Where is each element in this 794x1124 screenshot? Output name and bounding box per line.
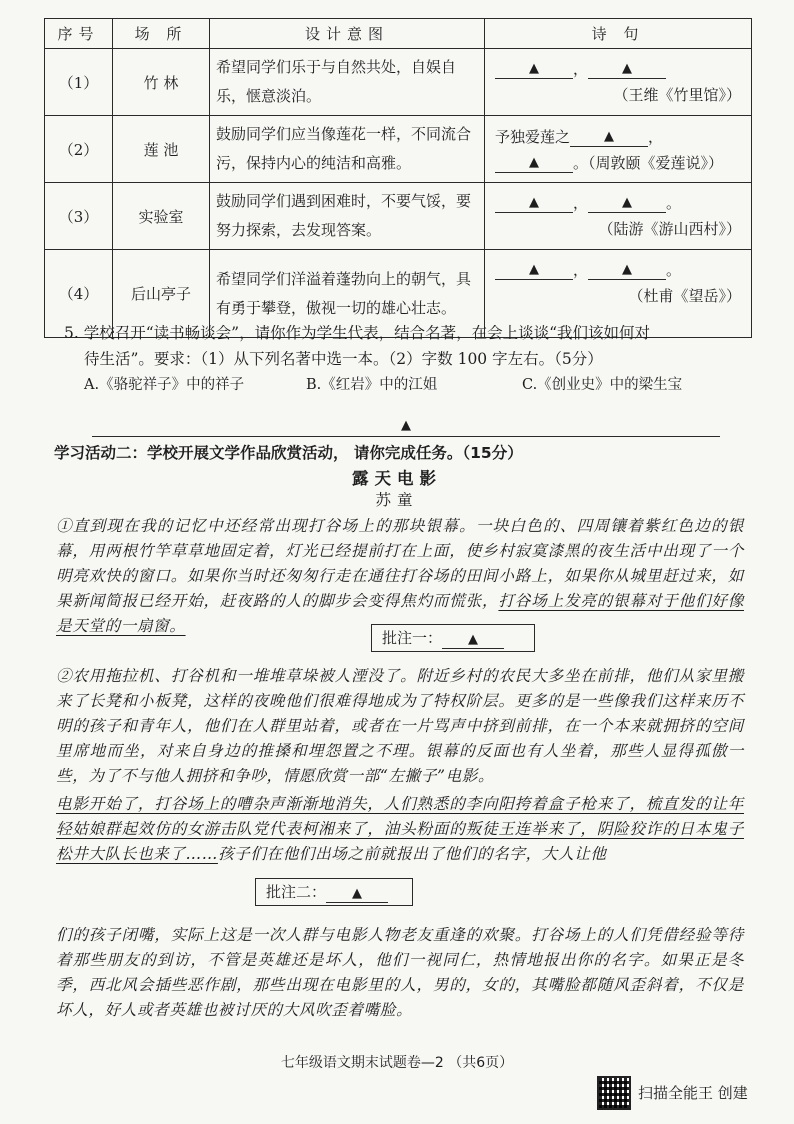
verse-line bbox=[495, 123, 741, 149]
paragraph-3-underlined: 电影开始了，打谷场上的嘈杂声渐渐地消失，人们熟悉的李向阳挎着盒子枪来了，梳直发的让年轻姑娘群起效仿的女游击队党代表柯湘来了，油头粉面的叛徒王连举来了，阴险狡诈的日本鬼子松井大队长也来了…… bbox=[56, 795, 744, 863]
verse-prefix: 予独爱莲之 bbox=[495, 127, 571, 146]
qr-code-icon bbox=[597, 1076, 631, 1110]
article-title: 露天电影 bbox=[352, 469, 442, 488]
page-footer: 七年级语文期末试题卷—2 （共6页） bbox=[280, 1055, 514, 1071]
option-a: A.《骆驼祥子》中的祥子 bbox=[84, 377, 245, 393]
header-num: 序号 bbox=[45, 19, 113, 49]
verse-comma: ， bbox=[573, 193, 589, 212]
answer-blank[interactable] bbox=[570, 126, 648, 147]
answer-blank[interactable] bbox=[495, 192, 573, 213]
row-intent: 鼓励同学们遇到困难时，不要气馁，要努力探索，去发现答案。 bbox=[210, 183, 485, 250]
paragraph-1-text: ①直到现在我的记忆中还经常出现打谷场上的那块银幕。一块白色的、四周镶着紫红色边的银幕，用两根竹竿草草地固定着，灯光已经提前打在上面，使乡村寂寞漆黑的夜生活中出现了一个明亮欢快的窗口。如果你当时还匆匆行走在通往打谷场的田间小路上，如果你从城里赶过来，如果新闻简报已经开始，赶夜路的人的脚步会变得焦灼而慌张， bbox=[56, 517, 744, 610]
row-num: （3） bbox=[45, 183, 113, 250]
row-poem bbox=[485, 183, 752, 250]
verse-source: 。（周敦颐《爱莲说》） bbox=[573, 153, 724, 172]
verse-line bbox=[495, 149, 741, 175]
row-poem bbox=[485, 49, 752, 116]
verse-line bbox=[495, 189, 741, 215]
annotation-1-label: 批注一： bbox=[382, 629, 443, 647]
option-c: C.《创业史》中的梁生宝 bbox=[522, 377, 683, 393]
row-intent: 希望同学们洋溢着蓬勃向上的朝气，具有勇于攀登，傲视一切的雄心壮志。 bbox=[210, 250, 485, 338]
article-author: 苏童 bbox=[375, 491, 419, 509]
header-place: 场 所 bbox=[113, 19, 210, 49]
paragraph-1 bbox=[56, 514, 744, 639]
paragraph-2-text: ②农用拖拉机、打谷机和一堆堆草垛被人湮没了。附近乡村的农民大多坐在前排，他们从家里搬来了长凳和小板凳，这样的夜晚他们很难得地成为了特权阶层。更多的是一些像我们这样来历不明的孩子和青年人，他们在人群里站着，或者在一片骂声中挤到前排，在一个本来就拥挤的空间里席地而坐，对来自身边的推搡和埋怨置之不理。银幕的反面也有人坐着，那些人显得孤傲一些，为了不与他人拥挤和争吵，情愿欣赏一部“左撇子”电影。 bbox=[56, 667, 744, 785]
answer-blank[interactable] bbox=[495, 58, 573, 79]
answer-blank[interactable] bbox=[495, 152, 573, 173]
row-place: 竹 林 bbox=[113, 49, 210, 116]
annotation-2-blank[interactable] bbox=[326, 882, 388, 903]
verse-end: 。 bbox=[666, 193, 682, 212]
answer-blank[interactable] bbox=[588, 192, 666, 213]
header-poem: 诗 句 bbox=[485, 19, 752, 49]
table-row bbox=[45, 49, 752, 116]
row-num: （2） bbox=[45, 116, 113, 183]
annotation-1-box bbox=[371, 624, 535, 652]
question-5-line1: 5. 学校召开“读书畅谈会”，请你作为学生代表，结合名著，在会上谈谈“我们该如何对 bbox=[64, 324, 650, 342]
row-num: （4） bbox=[45, 250, 113, 338]
row-place: 后山亭子 bbox=[113, 250, 210, 338]
verse-line bbox=[495, 256, 741, 282]
paragraph-3-text: 孩子们在他们出场之前就报出了他们的名字，大人让他 bbox=[217, 845, 607, 863]
verse-comma: ， bbox=[573, 260, 589, 279]
triangle-marker-icon: ▲ bbox=[529, 261, 539, 277]
verse-end: 。 bbox=[666, 260, 682, 279]
activity-heading: 学习活动二：学校开展文学作品欣赏活动， 请你完成任务。（15分） bbox=[54, 444, 523, 462]
triangle-marker-icon: ▲ bbox=[529, 154, 539, 170]
triangle-marker-icon: ▲ bbox=[352, 886, 363, 901]
verse-comma: ， bbox=[573, 59, 589, 78]
row-intent: 希望同学们乐于与自然共处，自娱自乐，惬意淡泊。 bbox=[210, 49, 485, 116]
triangle-marker-icon: ▲ bbox=[622, 261, 633, 277]
row-place: 莲 池 bbox=[113, 116, 210, 183]
verse-source: （陆游《游山西村》） bbox=[598, 220, 741, 238]
table-row bbox=[45, 116, 752, 183]
answer-blank[interactable] bbox=[588, 259, 666, 280]
paragraph-4-text: 们的孩子闭嘴，实际上这是一次人群与电影人物老友重逢的欢聚。打谷场上的人们凭借经验等待着那些朋友的到访，不管是英雄还是坏人，他们一视同仁，热情地报出你的名字。如果正是冬季，西北风会插些恶作剧，那些出现在电影里的人，男的，女的，其嘴脸都随风歪斜着，不仅是坏人，好人或者英雄也被讨厌的大风吹歪着嘴脸。 bbox=[56, 926, 744, 1019]
triangle-marker-icon: ▲ bbox=[529, 194, 539, 210]
question-5-options bbox=[64, 372, 744, 398]
question-5 bbox=[64, 320, 744, 398]
verse-line bbox=[495, 55, 741, 81]
table-header-row bbox=[45, 19, 752, 49]
triangle-marker-icon: ▲ bbox=[401, 418, 411, 433]
paragraph-3 bbox=[56, 792, 744, 867]
verse-comma: ， bbox=[648, 127, 664, 146]
annotation-2-box bbox=[255, 878, 413, 906]
scanner-watermark: 扫描全能王 创建 bbox=[638, 1084, 748, 1102]
paragraph-1-underlined: 打谷场上发亮的银幕对于他们好像是天堂的一扇窗。 bbox=[56, 592, 745, 635]
question-5-line2: 待生活”。要求：（1）从下列名著中选一本。（2）字数 100 字左右。（5分） bbox=[84, 350, 603, 368]
row-place: 实验室 bbox=[113, 183, 210, 250]
table-row bbox=[45, 183, 752, 250]
annotation-1-blank[interactable] bbox=[442, 628, 504, 649]
poem-table bbox=[44, 18, 752, 338]
row-intent: 鼓励同学们应当像莲花一样，不同流合污，保持内心的纯洁和高雅。 bbox=[210, 116, 485, 183]
verse-source: （王维《竹里馆》） bbox=[613, 86, 741, 104]
row-num: （1） bbox=[45, 49, 113, 116]
paragraph-2 bbox=[56, 664, 744, 789]
verse-source: （杜甫《望岳》） bbox=[628, 287, 741, 305]
triangle-marker-icon: ▲ bbox=[622, 60, 633, 76]
option-b: B.《红岩》中的江姐 bbox=[306, 377, 438, 393]
answer-blank[interactable] bbox=[495, 259, 573, 280]
answer-blank[interactable] bbox=[588, 58, 666, 79]
triangle-marker-icon: ▲ bbox=[622, 194, 633, 210]
annotation-2-label: 批注二： bbox=[266, 883, 327, 901]
paragraph-4 bbox=[56, 923, 744, 1023]
row-poem bbox=[485, 116, 752, 183]
triangle-marker-icon: ▲ bbox=[529, 60, 539, 76]
header-intent: 设计意图 bbox=[210, 19, 485, 49]
triangle-marker-icon: ▲ bbox=[468, 632, 479, 647]
triangle-marker-icon: ▲ bbox=[604, 128, 615, 144]
answer-line[interactable] bbox=[92, 414, 720, 437]
